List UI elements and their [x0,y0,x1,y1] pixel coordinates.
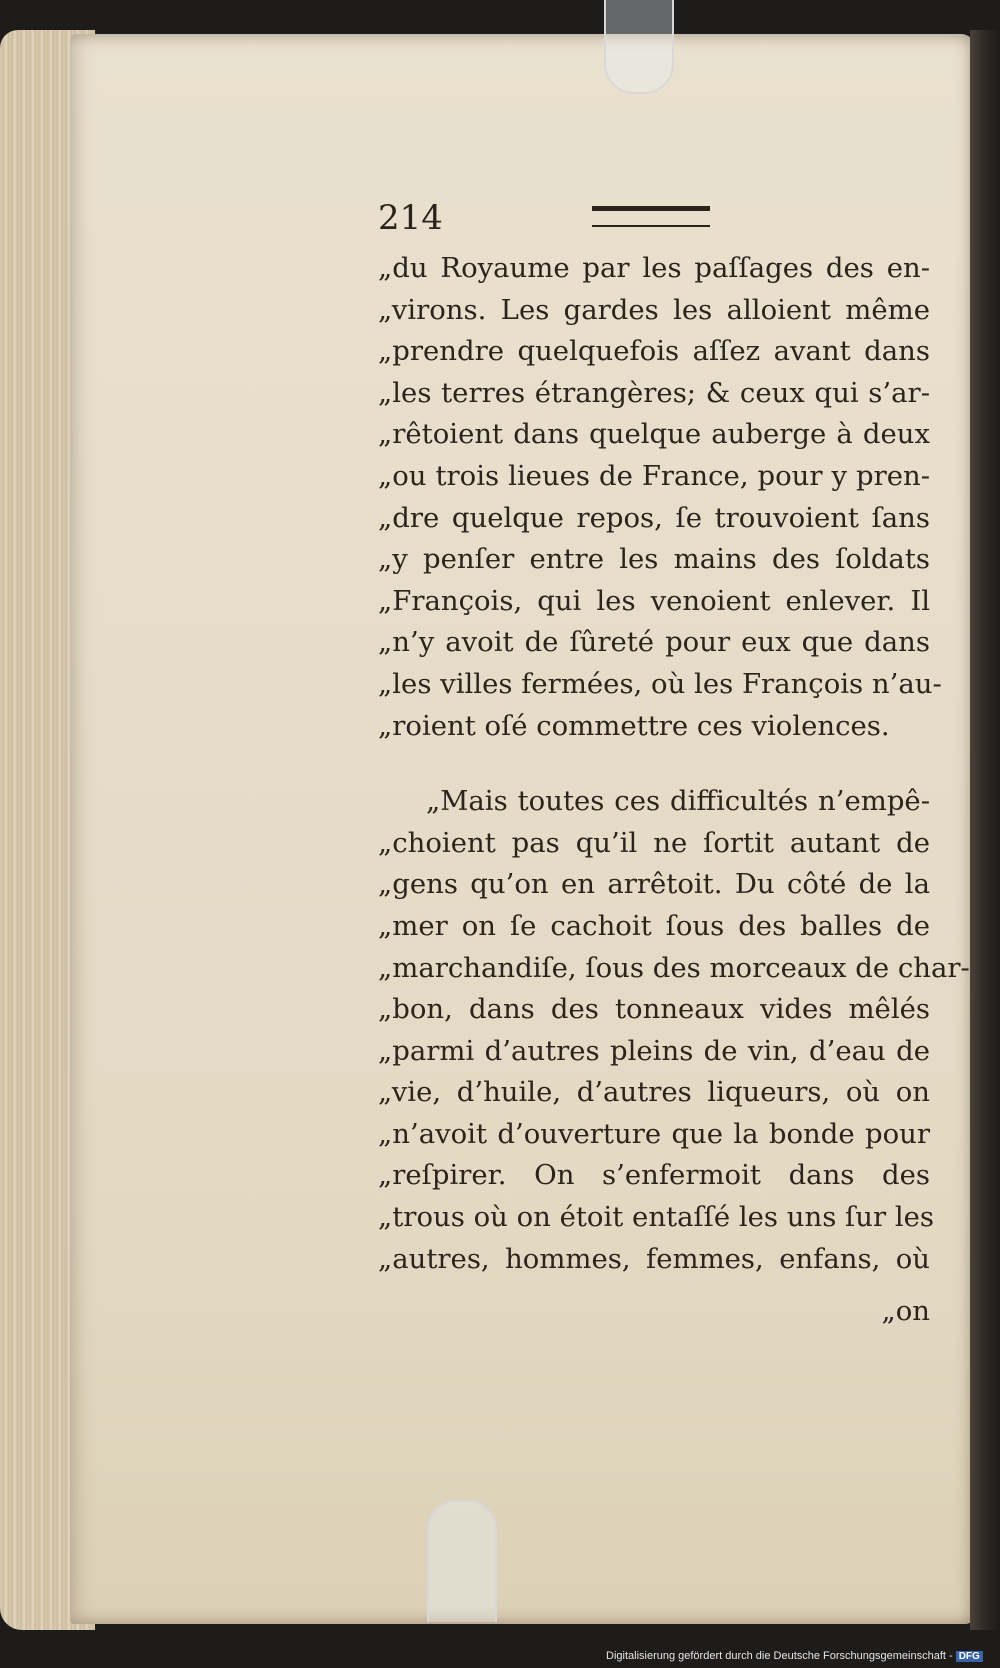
body-text [378,248,970,1280]
text-line: „vie, d’huile, d’autres liqueurs, où on [378,1076,930,1109]
text-line: „François, qui les venoient enlever. Il [378,584,930,617]
text-line: „choient pas qu’il ne ſortit autant de [378,826,930,859]
dfg-logo: DFG [956,1651,983,1662]
text-line: „n’avoit d’ouverture que la bonde pour [378,1117,930,1150]
text-line: „n’y avoit de ſûreté pour eux que dans [378,626,930,659]
text-line: „gens qu’on en arrêtoit. Du côté de la [378,868,930,901]
text-line: „reſpirer. On s’enfermoit dans des [378,1159,930,1192]
text-line: „dre quelque repos, ſe trouvoient ſans [378,501,930,534]
text-line: „du Royaume par les paſſages des en- [378,252,930,284]
text-line: „autres, hommes, femmes, enfans, où [378,1242,930,1275]
binding-shadow [970,30,1000,1630]
credit-text: Digitalisierung gefördert durch die Deutsche Forschungsgemeinschaft - [606,1650,953,1662]
text-line: „ou trois lieues de France, pour y pren- [378,459,930,492]
text-line: „bon, dans des tonneaux vides mêlés [378,993,930,1026]
text-line: „y penſer entre les mains des ſoldats [378,543,930,576]
paragraph-1 [378,248,942,747]
page-clip-bottom [427,1500,497,1622]
catchword: „on [881,1295,930,1327]
paragraph-2 [378,781,970,1280]
text-line: „rêtoient dans quelque auberge à deux [378,418,930,451]
text-line: „virons. Les gardes les alloient même [378,293,930,326]
text-line: „Mais toutes ces difficultés n’empê- [426,785,930,818]
text-line: „marchandiſe, ſous des morceaux de char- [378,951,970,984]
text-line: „mer on ſe cachoit ſous des balles de [378,909,930,942]
text-line: „trous où on étoit entaſſé les uns ſur les [378,1201,935,1234]
text-line: „parmi d’autres pleins de vin, d’eau de [378,1034,930,1067]
text-line: „les villes fermées, où les François n’au- [378,667,942,700]
digitization-credit [606,1650,983,1662]
header-ornament [592,206,710,227]
text-line: „prendre quelquefois aſſez avant dans [378,335,930,368]
text-line: „roient oſé commettre ces violences. [378,709,890,742]
page-number: 214 [378,198,443,238]
text-line: „les terres étrangères; & ceux qui s’ar- [378,376,930,409]
page-clip-top [604,0,674,94]
